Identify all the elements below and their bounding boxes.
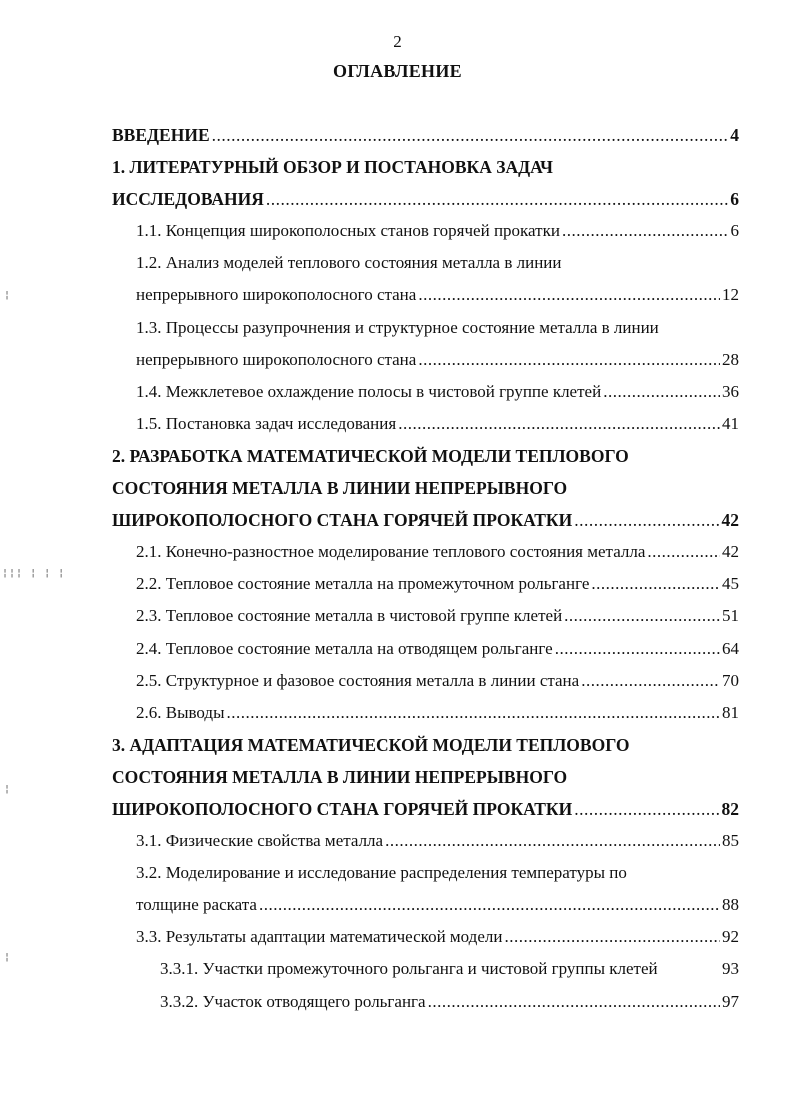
document-title: ОГЛАВЛЕНИЕ: [333, 61, 462, 81]
toc-entry: [112, 312, 739, 344]
toc-leader-dots: [581, 665, 720, 697]
toc-entry-title: 1.3. Процессы разупрочнения и структурное состояние металла в линии: [136, 317, 659, 337]
toc-entry: [112, 889, 739, 921]
toc-entry-title: толщине раската: [136, 895, 257, 915]
toc-entry: [112, 665, 739, 697]
toc-page-number: 41: [722, 413, 739, 433]
toc-entry-title: 3.1. Физические свойства металла: [136, 831, 384, 851]
page-number: 2: [393, 32, 402, 51]
toc-page-number: 36: [722, 381, 739, 401]
toc-entry-title: 1.2. Анализ моделей теплового состояния металла в линии: [136, 253, 562, 273]
toc-leader-dots: [562, 215, 729, 247]
toc-entry: [112, 825, 739, 857]
toc-entry-title: 1.1. Концепция широкополосных станов горячей прокатки: [136, 221, 560, 241]
toc-leader-dots: [555, 633, 720, 665]
toc-entry: [112, 633, 739, 665]
toc-page-number: 28: [722, 349, 739, 369]
toc-entry-title: ШИРОКОПОЛОСНОГО СТАНА ГОРЯЧЕЙ ПРОКАТКИ: [112, 798, 573, 819]
toc-entry: [112, 472, 739, 504]
toc-leader-dots: [428, 986, 720, 1018]
toc-entry: [112, 761, 739, 793]
toc-page-number: 97: [722, 991, 739, 1011]
toc-entry-title: 3.3. Результаты адаптации математической модели: [136, 927, 503, 947]
toc-entry-title: 1.5. Постановка задач исследования: [136, 413, 397, 433]
toc-entry: [112, 376, 739, 408]
toc-entry-title: 3.2. Моделирование и исследование распределения температуры по: [136, 863, 627, 883]
toc-page-number: 92: [722, 927, 739, 947]
toc-page-number: 64: [722, 638, 739, 658]
toc-page-number: 88: [722, 895, 739, 915]
toc-page-number: 12: [722, 285, 739, 305]
toc-entry-title: 2.5. Структурное и фазовое состояния металла в линии стана: [136, 670, 580, 690]
toc-entry: [112, 151, 739, 183]
toc-leader-dots: [418, 344, 720, 376]
toc-entry-title: СОСТОЯНИЯ МЕТАЛЛА В ЛИНИИ НЕПРЕРЫВНОГО: [112, 766, 568, 787]
toc-page-number: 81: [722, 702, 739, 722]
toc-entry-title: 1. ЛИТЕРАТУРНЫЙ ОБЗОР И ПОСТАНОВКА ЗАДАЧ: [112, 157, 553, 178]
toc-entry: [112, 279, 739, 311]
toc-entry: [112, 344, 739, 376]
toc-entry-title: 3.3.2. Участок отводящего рольганга: [160, 991, 426, 1011]
toc-entry: [112, 440, 739, 472]
toc-entry: [112, 247, 739, 279]
toc-entry: [112, 986, 739, 1018]
toc-page-number: 6: [730, 221, 739, 241]
toc-page-number: 51: [722, 606, 739, 626]
toc-leader-dots: [212, 119, 729, 151]
toc-entry: [112, 857, 739, 889]
toc-entry: [112, 921, 739, 953]
toc-entry: [112, 600, 739, 632]
toc-entry: [112, 215, 739, 247]
toc-page-number: 93: [722, 959, 739, 979]
toc-page-number: 85: [722, 831, 739, 851]
toc-entry-title: ИССЛЕДОВАНИЯ: [112, 189, 264, 210]
toc-leader-dots: [398, 408, 720, 440]
toc-leader-dots: [418, 279, 720, 311]
toc-entry-title: 3.3.1. Участки промежуточного рольганга и чистовой группы клетей: [160, 959, 658, 979]
scan-artifact: ¦: [4, 952, 12, 963]
toc-page-number: 6: [730, 189, 739, 210]
toc-entry-title: 2.4. Тепловое состояние металла на отводящем рольганге: [136, 638, 553, 658]
toc-leader-dots: [504, 921, 720, 953]
toc-page-number: 42: [721, 510, 739, 531]
toc-entry-title: 1.4. Межклетевое охлаждение полосы в чистовой группе клетей: [136, 381, 602, 401]
toc-page-number: 45: [722, 574, 739, 594]
toc-entry-title: непрерывного широкополосного стана: [136, 349, 417, 369]
toc-entry: [112, 119, 739, 151]
toc-entry: [112, 568, 739, 600]
toc-entry-title: СОСТОЯНИЯ МЕТАЛЛА В ЛИНИИ НЕПРЕРЫВНОГО: [112, 478, 568, 499]
toc-entry: [112, 408, 739, 440]
toc-entry: [112, 504, 739, 536]
toc-entry-title: непрерывного широкополосного стана: [136, 285, 417, 305]
toc-leader-dots: [574, 793, 719, 825]
toc-entry: [112, 183, 739, 215]
toc-page-number: 82: [721, 798, 739, 819]
toc-leader-dots: [574, 504, 719, 536]
toc-page-number: 4: [730, 125, 739, 145]
table-of-contents: [112, 119, 739, 1018]
toc-entry-title: 2.2. Тепловое состояние металла на промежуточном рольганге: [136, 574, 590, 594]
toc-entry-title: 2.6. Выводы: [136, 702, 225, 722]
toc-leader-dots: [647, 536, 720, 568]
toc-entry-title: ВВЕДЕНИЕ: [112, 125, 210, 145]
toc-entry: [112, 536, 739, 568]
toc-page-number: 42: [722, 542, 739, 562]
toc-entry-title: 2. РАЗРАБОТКА МАТЕМАТИЧЕСКОЙ МОДЕЛИ ТЕПЛОВОГО: [112, 445, 629, 466]
toc-entry-title: 2.1. Конечно-разностное моделирование теплового состояния металла: [136, 542, 646, 562]
toc-entry: [112, 697, 739, 729]
toc-leader-dots: [259, 889, 720, 921]
toc-leader-dots: [591, 568, 720, 600]
scan-artifact: ¦: [4, 784, 12, 795]
toc-entry: [112, 793, 739, 825]
toc-leader-dots: [227, 697, 720, 729]
toc-leader-dots: [564, 600, 720, 632]
toc-leader-dots: [385, 825, 720, 857]
toc-page-number: 70: [722, 670, 739, 690]
toc-entry-title: ШИРОКОПОЛОСНОГО СТАНА ГОРЯЧЕЙ ПРОКАТКИ: [112, 510, 573, 531]
scan-artifact: ¦¦¦ ¦ ¦ ¦: [2, 568, 66, 579]
toc-entry-title: 2.3. Тепловое состояние металла в чистовой группе клетей: [136, 606, 563, 626]
toc-entry: [112, 953, 739, 985]
toc-entry: [112, 729, 739, 761]
toc-entry-title: 3. АДАПТАЦИЯ МАТЕМАТИЧЕСКОЙ МОДЕЛИ ТЕПЛОВОГО: [112, 734, 630, 755]
toc-leader-dots: [603, 376, 720, 408]
scan-artifact: ¦: [4, 290, 12, 301]
toc-leader-dots: [266, 183, 728, 215]
